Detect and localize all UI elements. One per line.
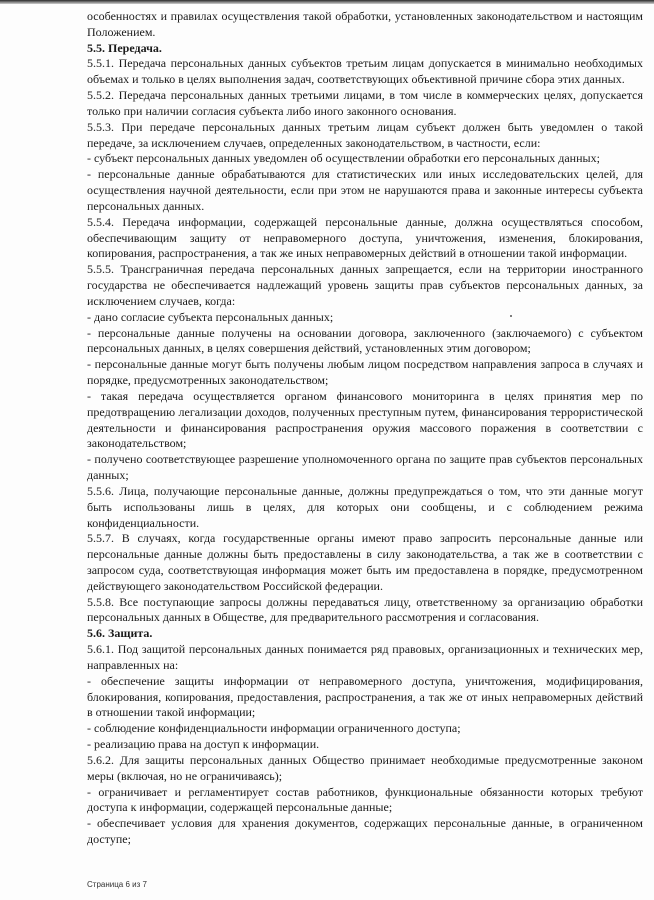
paragraph bbox=[87, 753, 643, 785]
paragraph bbox=[87, 816, 643, 848]
scan-top-edge bbox=[0, 0, 654, 4]
text-line: передаче, за исключением случаев, определенных законодательством, в частности, если: bbox=[87, 135, 541, 150]
paragraph bbox=[87, 674, 643, 721]
text-line: - такая передача осуществляется органом финансового мониторинга в целях принятия мер по bbox=[87, 388, 643, 403]
paragraph bbox=[87, 56, 643, 88]
text-line: 5.5.1. Передача персональных данных субъектов третьим лицам допускается в минимально необходимых bbox=[87, 56, 643, 71]
text-line: государства не обеспечивается надлежащий уровень защиты прав субъектов персональных данных, за bbox=[87, 278, 643, 293]
text-line: - персональные данные обрабатываются для статистических или иных исследовательских целей, для bbox=[87, 167, 643, 182]
text-line: персональных данных, в целях совершения действий, установленных этим договором; bbox=[87, 341, 531, 356]
document-body bbox=[87, 9, 643, 848]
text-line: Положением. bbox=[87, 24, 156, 39]
text-line: только при наличии согласия субъекта либо иного законного основания. bbox=[87, 103, 457, 118]
paragraph bbox=[87, 737, 643, 753]
paragraph bbox=[87, 531, 643, 594]
text-line: - обеспечение защиты информации от неправомерного доступа, уничтожения, модифицирования, bbox=[87, 673, 643, 688]
text-line: объемах и только в целях выполнения задач, соответствующих объективной причине сбора этих данных. bbox=[87, 72, 625, 87]
paragraph bbox=[87, 595, 643, 627]
text-line: в отношении такой информации; bbox=[87, 705, 256, 720]
text-line: действующего законодательством Российской федерации. bbox=[87, 578, 383, 593]
paragraph bbox=[87, 310, 643, 326]
text-line: направленных на: bbox=[87, 657, 179, 672]
text-line: копирования, распространения, а так же иных неправомерных действий в отношении такой информации. bbox=[87, 246, 628, 261]
paragraph bbox=[87, 120, 643, 152]
text-line: 5.5.5. Трансграничная передача персональных данных запрещается, если на территории иностранного bbox=[87, 262, 643, 277]
text-line: - соблюдение конфиденциальности информации ограниченного доступа; bbox=[87, 721, 461, 736]
text-line: меры (включая, но не ограничиваясь); bbox=[87, 768, 283, 783]
text-line: персональных данных в Обществе, для предварительного рассмотрения и согласования. bbox=[87, 610, 540, 625]
text-line: - персональные данные могут быть получены любым лицом посредством направления запроса в случаях и bbox=[87, 357, 643, 372]
text-line: - ограничивает и регламентирует состав работников, функциональные обязанности которых требуют bbox=[87, 784, 643, 799]
text-line: блокирования, копирования, предоставления, распространения, а так же от иных неправомерных действий bbox=[87, 689, 643, 704]
text-line: - получено соответствующее разрешение уполномоченного органа по защите прав субъектов персональных bbox=[87, 452, 643, 467]
text-line: 5.5.3. При передаче персональных данных третьим лицам субъект должен быть уведомлен о такой bbox=[87, 119, 643, 134]
text-line: 5.6. Защита. bbox=[87, 626, 153, 641]
text-line: предотвращению легализации доходов, полученных преступным путем, финансирования террористической bbox=[87, 404, 643, 419]
text-line: персональные данные должны быть предоставлены в силу законодательства, а так же в соответствии с bbox=[87, 547, 643, 562]
paragraph bbox=[87, 484, 643, 531]
text-line: деятельности и финансирования распространения оружия массового поражения в соответствии с bbox=[87, 420, 643, 435]
text-line: запросом суда, соответствующая информация может быть им предоставлена в порядке, предусмотренном bbox=[87, 562, 643, 577]
text-line: - реализацию права на доступ к информации. bbox=[87, 737, 320, 752]
paragraph bbox=[87, 326, 643, 358]
paragraph bbox=[87, 88, 643, 120]
text-line: 5.5.8. Все поступающие запросы должны передаваться лицу, ответственному за организацию обработки bbox=[87, 594, 643, 609]
paragraph bbox=[87, 452, 643, 484]
text-line: 5.5.4. Передача информации, содержащей персональные данные, должна осуществляться способом, bbox=[87, 214, 643, 229]
text-line: - дано согласие субъекта персональных данных; bbox=[87, 309, 334, 324]
paragraph bbox=[87, 642, 643, 674]
text-line: конфиденциальности. bbox=[87, 515, 200, 530]
paragraph bbox=[87, 167, 643, 214]
paragraph bbox=[87, 215, 643, 262]
text-line: 5.5.2. Передача персональных данных третьими лицами, в том числе в коммерческих целях, допускается bbox=[87, 88, 643, 103]
text-line: - субъект персональных данных уведомлен об осуществлении обработки его персональных данных; bbox=[87, 151, 600, 166]
text-line: осуществления научной деятельности, если при этом не нарушаются права и законные интересы субъекта bbox=[87, 183, 643, 198]
page-number: Страница 6 из 7 bbox=[87, 880, 147, 889]
text-line: персональных данных. bbox=[87, 198, 205, 213]
section-heading bbox=[87, 626, 643, 642]
text-line: быть использованы лишь в целях, для которых они сообщены, и с соблюдением режима bbox=[87, 499, 643, 514]
text-line: 5.5.6. Лица, получающие персональные данные, должны предупреждаться о том, что эти данные могут bbox=[87, 483, 643, 498]
text-line: 5.5. Передача. bbox=[87, 40, 162, 55]
text-line: законодательством; bbox=[87, 436, 187, 451]
section-heading bbox=[87, 41, 643, 57]
text-line: 5.6.1. Под защитой персональных данных понимается ряд правовых, организационных и технических мер, bbox=[87, 642, 643, 657]
paragraph bbox=[87, 389, 643, 452]
paragraph bbox=[87, 357, 643, 389]
paragraph bbox=[87, 721, 643, 737]
text-line: 5.6.2. Для защиты персональных данных Общество принимает необходимые предусмотренные законом bbox=[87, 752, 643, 767]
paragraph bbox=[87, 9, 643, 41]
text-line: порядке, предусмотренных законодательством; bbox=[87, 373, 329, 388]
text-line: - персональные данные получены на основании договора, заключенного (заключаемого) с субъектом bbox=[87, 325, 643, 340]
paragraph bbox=[87, 151, 643, 167]
text-line: доступа к информации, содержащей персональные данные; bbox=[87, 800, 393, 815]
text-line: 5.5.7. В случаях, когда государственные органы имеют право запросить персональные данные или bbox=[87, 531, 643, 546]
text-line: доступе; bbox=[87, 832, 131, 847]
text-line: исключением случаев, когда: bbox=[87, 293, 236, 308]
text-line: особенностях и правилах осуществления такой обработки, установленных законодательством и настоящим bbox=[87, 9, 643, 23]
text-line: данных; bbox=[87, 468, 129, 483]
text-line: - обеспечивает условия для хранения документов, содержащих персональные данные, в ограниченном bbox=[87, 816, 643, 831]
paragraph bbox=[87, 785, 643, 817]
paragraph bbox=[87, 262, 643, 309]
text-line: обеспечивающим защиту от неправомерного доступа, уничтожения, изменения, блокирования, bbox=[87, 230, 643, 245]
